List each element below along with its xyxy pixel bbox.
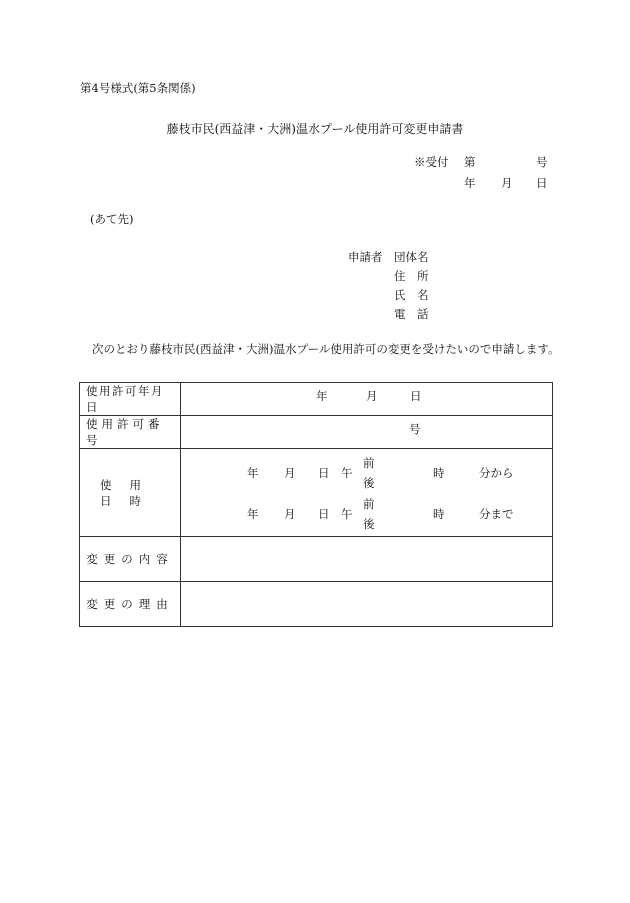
change-reason-cell	[181, 582, 553, 627]
row-header-permit-number	[80, 416, 181, 449]
applicant-group-name: 団体名	[394, 250, 429, 264]
from-day: 日	[318, 466, 330, 480]
header-label: 変更の理由	[86, 597, 174, 611]
from-year: 年	[247, 466, 259, 480]
header-label: 変更の内容	[86, 552, 174, 566]
from-ato: 後	[363, 476, 375, 490]
table-row	[80, 537, 553, 582]
application-table	[79, 382, 553, 627]
applicant-address: 住 所	[394, 269, 429, 283]
permit-day: 日	[410, 389, 422, 403]
table-row	[80, 383, 553, 416]
permit-date-cell	[181, 383, 553, 416]
to-ato: 後	[363, 517, 375, 531]
from-mae: 前	[363, 456, 375, 470]
row-header-usage-datetime	[80, 449, 181, 537]
from-gozen: 午	[341, 466, 353, 480]
form-number: 第4号様式(第5条関係)	[80, 81, 196, 95]
applicant-name: 氏 名	[394, 288, 429, 302]
date-month: 月	[501, 176, 513, 190]
to-month: 月	[284, 507, 296, 521]
permit-year: 年	[316, 389, 328, 403]
usage-datetime-cell	[181, 449, 553, 537]
header-label: 使用許可番号	[86, 417, 164, 447]
table-row	[80, 582, 553, 627]
row-header-change-reason	[80, 582, 181, 627]
reception-label: ※受付	[414, 155, 449, 169]
page-title: 藤枝市民(西益津・大洲)温水プール使用許可変更申請書	[166, 122, 464, 136]
reception-dai: 第	[464, 155, 476, 169]
from-hour: 時	[433, 466, 445, 480]
applicant-phone: 電 話	[394, 307, 429, 321]
permit-number-cell	[181, 416, 553, 449]
permit-month: 月	[366, 389, 378, 403]
date-day: 日	[536, 176, 548, 190]
header-label: 使用許可年月日	[86, 384, 164, 414]
table-row	[80, 416, 553, 449]
to-year: 年	[247, 507, 259, 521]
permit-go: 号	[409, 422, 421, 436]
reception-go: 号	[536, 155, 548, 169]
to-minute: 分まで	[479, 507, 514, 521]
body-text: 次のとおり藤枝市民(西益津・大洲)温水プール使用許可の変更を受けたいので申請します。	[92, 342, 560, 356]
date-year: 年	[464, 176, 476, 190]
header-label: 使用日時	[100, 477, 159, 508]
change-content-cell	[181, 537, 553, 582]
to-hour: 時	[433, 507, 445, 521]
from-month: 月	[284, 466, 296, 480]
row-header-permit-date	[80, 383, 181, 416]
to-gozen: 午	[341, 507, 353, 521]
row-header-change-content	[80, 537, 181, 582]
to-day: 日	[318, 507, 330, 521]
to-mae: 前	[363, 497, 375, 511]
addressee: (あて先)	[90, 212, 134, 226]
table-row	[80, 449, 553, 537]
applicant-label: 申請者	[348, 250, 383, 264]
from-minute: 分から	[479, 466, 514, 480]
